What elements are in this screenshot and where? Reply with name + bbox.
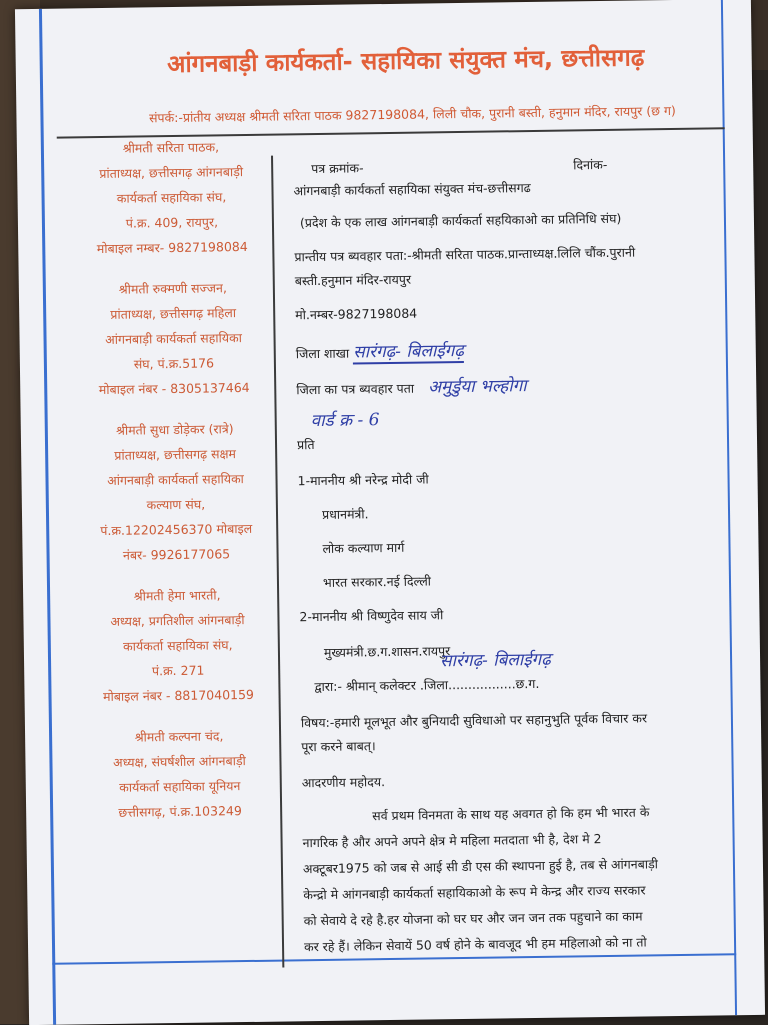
contact-line: श्रीमती सुधा डोड़ेकर (रात्रे) — [115, 421, 234, 438]
contact-block — [75, 275, 273, 403]
subject-line: पूरा करने बाबत्। — [301, 738, 376, 755]
mobile-number: मो.नम्बर-9827198084 — [295, 305, 418, 323]
contact-line: कार्यकर्ता सहायिका संघ, — [123, 637, 233, 654]
contact-line: श्रीमती कल्पना चंद, — [134, 728, 224, 745]
salutation: आदरणीय महोदय. — [301, 774, 386, 791]
contact-line: पं.क्र. 271 — [151, 662, 205, 679]
contact-line: कार्यकर्ता सहायिका संघ, — [116, 189, 227, 206]
contact-line: संघ, पं.क्र.5176 — [133, 355, 215, 372]
contact-line: आंगनबाड़ी कार्यकर्ता सहायिका — [105, 330, 242, 347]
letter-paper — [15, 0, 765, 1025]
via-collector: द्वारा:- श्रीमान् कलेक्टर .जिला.................छ.ग. — [314, 675, 540, 695]
paper-border-right — [721, 0, 737, 1015]
body-line: को सेवाये दे रहे है.हर योजना को घर घर और जन जन तक पहुचाने का काम — [303, 908, 643, 929]
contact-block — [73, 134, 271, 262]
district-address-handwritten: अमुर्डुया भल्होगा — [427, 376, 527, 398]
contact-line: प्रांताध्यक्ष, छत्तीसगढ़ महिला — [110, 305, 237, 322]
contact-line: कार्यकर्ता सहायिका यूनियन — [119, 778, 241, 795]
district-handwritten: सारंगढ़- बिलाईगढ़ — [353, 338, 464, 365]
contact-line: आंगनबाड़ी कार्यकर्ता सहायिका — [107, 471, 244, 488]
letter-body — [293, 144, 713, 955]
body-line: सर्व प्रथम विनमता के साथ यह अवगत हो कि हम भी भारत के — [372, 804, 650, 824]
recipient-2-name: 2-माननीय श्री विष्णुदेव साय जी — [299, 607, 444, 625]
contact-line: मोबाइल नंबर - 8817040159 — [103, 686, 255, 705]
office-bearers-sidebar — [73, 134, 279, 842]
paper-border-bottom — [52, 953, 736, 965]
recipient-1-address: लोक कल्याण मार्ग — [322, 539, 405, 556]
org-line: आंगनबाड़ी कार्यकर्ता सहायिका संयुक्त मंच-छत्तीसगढ — [293, 180, 531, 199]
subject-line: विषय:-हमारी मूलभूत और बुनियादी सुविधाओ पर सहानुभुति पूर्वक विचार कर — [300, 710, 648, 731]
recipient-1-name: 1-माननीय श्री नरेन्द्र मोदी जी — [297, 471, 429, 489]
date-label: दिनांक- — [573, 156, 608, 173]
paper-border-left — [39, 9, 56, 1025]
body-line: केन्द्रो मे आंगनबाड़ी कार्यकर्ता सहायिकाओ के रूप मे केन्द्र और राज्य सरकार — [303, 882, 646, 903]
contact-line: मोबाइल नम्बर- 9827198084 — [96, 238, 248, 257]
body-line: नागरिक है और अपने अपने क्षेत्र मे महिला मतदाता भी है, देश मे 2 — [302, 831, 602, 851]
address-line: बस्ती.हनुमान मंदिर-रायपुर — [294, 271, 412, 289]
body-line: कर रहे हैं। लेकिन सेवायें 50 वर्ष होने के बावजूद भी हम महिलाओ को ना तो — [303, 934, 647, 955]
recipient-1-address: भारत सरकार.नई दिल्ली — [322, 573, 432, 590]
contact-line: नंबर- 9926177065 — [122, 546, 231, 563]
contact-line: प्रांताध्यक्ष, छत्तीसगढ़ सक्षम — [114, 446, 237, 463]
district-address-label: जिला का पत्र ब्यवहार पता — [296, 380, 415, 398]
contact-line: पं.क्र.12202456370 मोबाइल — [100, 520, 253, 539]
contact-line: छत्तीसगढ़, पं.क्र.103249 — [118, 803, 242, 820]
ward-handwritten: वार्ड क्र - 6 — [310, 410, 380, 432]
contact-line: अध्यक्ष, प्रगतिशील आंगनबाड़ी — [110, 612, 245, 629]
district-branch — [296, 338, 464, 365]
district-branch-label: जिला शाखा — [295, 345, 350, 362]
contact-block — [81, 723, 278, 826]
address-line: प्रान्तीय पत्र ब्यवहार पता:-श्रीमती सरिता पाठक.प्रान्ताध्यक्ष.लिलि चौंक.पुरानी — [294, 244, 636, 265]
contact-line: कल्याण संघ, — [146, 496, 206, 513]
district-address — [296, 373, 527, 399]
reference-number-label: पत्र क्रमांक- — [311, 160, 364, 177]
contact-line: पं.क्र. 409, रायपुर, — [125, 214, 219, 231]
letterhead-title: आंगनबाड़ी कार्यकर्ता- सहायिका संयुक्त मंच, छत्तीसगढ़ — [166, 43, 645, 79]
contact-line: श्रीमती सरिता पाठक, — [122, 139, 220, 156]
recipient-1-title: प्रधानमंत्री. — [321, 506, 369, 522]
contact-line: श्रीमती रुक्मणी सज्जन, — [118, 280, 228, 297]
contact-line: अध्यक्ष, संघर्षशील आंगनबाड़ी — [113, 753, 246, 770]
prati: प्रति — [296, 437, 315, 453]
contact-block — [77, 416, 275, 569]
contact-line: मोबाइल नंबर - 8305137464 — [98, 379, 250, 398]
contact-line: श्रीमती हेमा भारती, — [133, 587, 221, 604]
via-district-handwritten: सारंगढ़- बिलाईगढ़ — [439, 649, 551, 672]
body-line: अक्टूबर1975 को जब से आई सी डी एस की स्थापना हुई है, तब से आंगनबाड़ी — [302, 856, 659, 877]
represent-line: (प्रदेश के एक लाख आंगनबाड़ी कार्यकर्ता सहयिकाओ का प्रतिनिधि संघ) — [299, 210, 622, 231]
recipient-2-title: मुख्यमंत्री.छ.ग.शासन.रायपुर — [323, 643, 451, 660]
contact-line: प्रांताध्यक्ष, छत्तीसगढ़ आंगनबाड़ी — [99, 164, 244, 182]
contact-block — [79, 582, 277, 710]
letterhead-contact: संपर्क:-प्रांतीय अध्यक्ष श्रीमती सरिता पाठक 9827198084, लिली चौक, पुरानी बस्ती, हनुमान मंदिर, रायपुर (छ ग) — [148, 102, 676, 126]
